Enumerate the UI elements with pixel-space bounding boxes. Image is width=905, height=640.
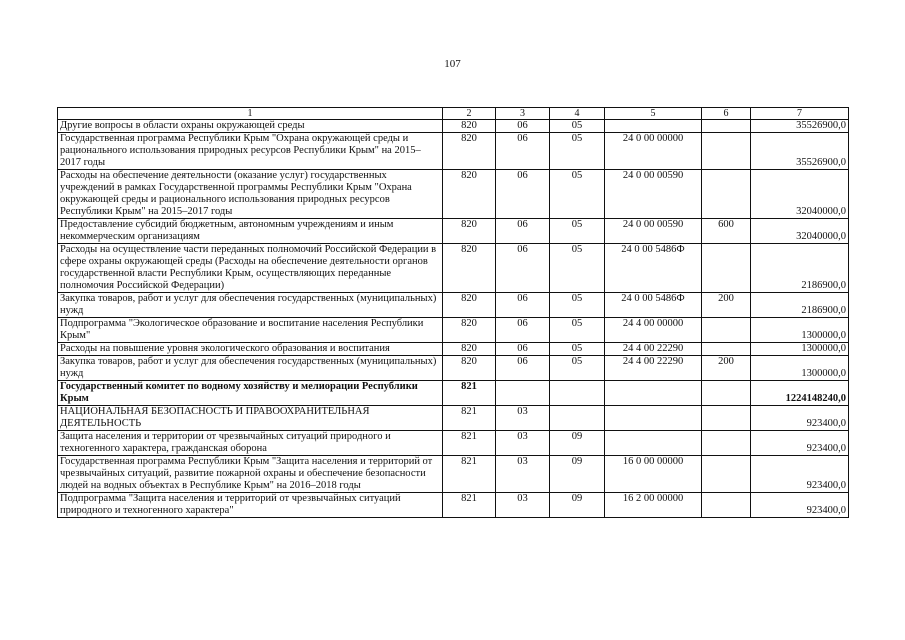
row-amount: 32040000,0	[751, 219, 849, 244]
row-ved-code: 820	[443, 219, 496, 244]
row-expense-type-code	[702, 170, 751, 219]
row-expense-type-code	[702, 133, 751, 170]
row-amount: 32040000,0	[751, 170, 849, 219]
row-ved-code: 821	[443, 493, 496, 518]
row-subsection-code: 05	[550, 120, 605, 133]
row-expense-type-code	[702, 406, 751, 431]
row-section-code: 06	[496, 343, 550, 356]
row-subsection-code: 05	[550, 244, 605, 293]
row-expense-type-code	[702, 381, 751, 406]
row-target-article-code	[605, 406, 702, 431]
row-amount: 923400,0	[751, 431, 849, 456]
table-row	[58, 219, 849, 244]
row-expense-type-code	[702, 244, 751, 293]
row-amount: 2186900,0	[751, 244, 849, 293]
header-col-7: 7	[751, 108, 849, 120]
table-row	[58, 318, 849, 343]
row-ved-code: 820	[443, 244, 496, 293]
row-target-article-code: 16 0 00 00000	[605, 456, 702, 493]
table-row	[58, 244, 849, 293]
row-expense-type-code: 600	[702, 219, 751, 244]
row-section-code: 06	[496, 318, 550, 343]
row-amount: 1300000,0	[751, 343, 849, 356]
table-row	[58, 170, 849, 219]
row-ved-code: 821	[443, 381, 496, 406]
row-section-code: 03	[496, 456, 550, 493]
table-row	[58, 293, 849, 318]
row-amount: 923400,0	[751, 406, 849, 431]
table-row	[58, 456, 849, 493]
row-subsection-code: 09	[550, 456, 605, 493]
row-amount: 2186900,0	[751, 293, 849, 318]
row-target-article-code: 16 2 00 00000	[605, 493, 702, 518]
row-target-article-code: 24 4 00 22290	[605, 356, 702, 381]
row-ved-code: 820	[443, 356, 496, 381]
row-target-article-code	[605, 120, 702, 133]
row-expense-type-code	[702, 431, 751, 456]
row-section-code: 06	[496, 133, 550, 170]
row-target-article-code: 24 0 00 5486Ф	[605, 244, 702, 293]
row-target-article-code	[605, 381, 702, 406]
row-section-code: 06	[496, 293, 550, 318]
row-name: Государственная программа Республики Крым "Охрана окружающей среды и рационального использования природных ресурсов Республики Крым" на 2015–2017 годы	[58, 133, 443, 170]
row-name: Расходы на повышение уровня экологического образования и воспитания	[58, 343, 443, 356]
row-subsection-code: 05	[550, 293, 605, 318]
row-subsection-code: 05	[550, 219, 605, 244]
table-row	[58, 431, 849, 456]
row-name: НАЦИОНАЛЬНАЯ БЕЗОПАСНОСТЬ И ПРАВООХРАНИТЕЛЬНАЯ ДЕЯТЕЛЬНОСТЬ	[58, 406, 443, 431]
row-target-article-code: 24 0 00 5486Ф	[605, 293, 702, 318]
page-number: 107	[444, 58, 461, 70]
row-ved-code: 820	[443, 120, 496, 133]
row-section-code: 03	[496, 406, 550, 431]
table-row	[58, 406, 849, 431]
row-amount: 1224148240,0	[751, 381, 849, 406]
row-amount: 1300000,0	[751, 318, 849, 343]
row-section-code: 06	[496, 170, 550, 219]
row-ved-code: 820	[443, 170, 496, 219]
header-col-1: 1	[58, 108, 443, 120]
row-name: Закупка товаров, работ и услуг для обеспечения государственных (муниципальных) нужд	[58, 356, 443, 381]
row-expense-type-code: 200	[702, 293, 751, 318]
row-expense-type-code	[702, 343, 751, 356]
row-subsection-code: 05	[550, 318, 605, 343]
row-expense-type-code	[702, 456, 751, 493]
table-row	[58, 381, 849, 406]
row-name: Защита населения и территории от чрезвычайных ситуаций природного и техногенного характера, гражданская оборона	[58, 431, 443, 456]
row-section-code: 03	[496, 493, 550, 518]
row-target-article-code: 24 0 00 00590	[605, 219, 702, 244]
budget-table	[57, 107, 849, 518]
row-section-code: 06	[496, 356, 550, 381]
row-subsection-code: 05	[550, 133, 605, 170]
row-target-article-code	[605, 431, 702, 456]
row-target-article-code: 24 4 00 00000	[605, 318, 702, 343]
row-target-article-code: 24 0 00 00590	[605, 170, 702, 219]
row-amount: 923400,0	[751, 493, 849, 518]
header-col-6: 6	[702, 108, 751, 120]
row-amount: 35526900,0	[751, 133, 849, 170]
row-ved-code: 820	[443, 343, 496, 356]
header-col-3: 3	[496, 108, 550, 120]
row-subsection-code: 05	[550, 356, 605, 381]
row-section-code: 06	[496, 120, 550, 133]
row-subsection-code: 09	[550, 493, 605, 518]
row-name: Предоставление субсидий бюджетным, автономным учреждениям и иным некоммерческим организациям	[58, 219, 443, 244]
row-ved-code: 821	[443, 456, 496, 493]
row-name: Государственная программа Республики Крым "Защита населения и территорий от чрезвычайных ситуаций, развитие пожарной охраны и обеспечение безопасности людей на водных объектах в Республике Крым" на 2016–2018 годы	[58, 456, 443, 493]
table-row	[58, 356, 849, 381]
row-name: Закупка товаров, работ и услуг для обеспечения государственных (муниципальных) нужд	[58, 293, 443, 318]
row-target-article-code: 24 4 00 22290	[605, 343, 702, 356]
row-ved-code: 820	[443, 133, 496, 170]
row-subsection-code: 05	[550, 343, 605, 356]
row-section-code: 06	[496, 244, 550, 293]
row-subsection-code	[550, 406, 605, 431]
row-section-code: 06	[496, 219, 550, 244]
row-ved-code: 820	[443, 293, 496, 318]
row-expense-type-code	[702, 120, 751, 133]
row-amount: 1300000,0	[751, 356, 849, 381]
row-target-article-code: 24 0 00 00000	[605, 133, 702, 170]
row-ved-code: 821	[443, 431, 496, 456]
table-row	[58, 133, 849, 170]
row-name: Другие вопросы в области охраны окружающей среды	[58, 120, 443, 133]
table-row	[58, 120, 849, 133]
table-header-row	[58, 108, 849, 120]
table-row	[58, 343, 849, 356]
row-ved-code: 820	[443, 318, 496, 343]
row-name: Государственный комитет по водному хозяйству и мелиорации Республики Крым	[58, 381, 443, 406]
row-amount: 35526900,0	[751, 120, 849, 133]
table-body	[58, 120, 849, 518]
row-subsection-code: 05	[550, 170, 605, 219]
header-col-4: 4	[550, 108, 605, 120]
row-name: Расходы на осуществление части переданных полномочий Российской Федерации в сфере охраны окружающей среды (Расходы на обеспечение деятельности органов государственной власти Республики Крым, осуществляющих переданные полномочия Российской Федерации)	[58, 244, 443, 293]
row-section-code	[496, 381, 550, 406]
row-name: Подпрограмма "Защита населения и территорий от чрезвычайных ситуаций природного и техногенного характера"	[58, 493, 443, 518]
header-col-2: 2	[443, 108, 496, 120]
row-amount: 923400,0	[751, 456, 849, 493]
row-ved-code: 821	[443, 406, 496, 431]
row-expense-type-code	[702, 493, 751, 518]
row-section-code: 03	[496, 431, 550, 456]
header-col-5: 5	[605, 108, 702, 120]
row-subsection-code: 09	[550, 431, 605, 456]
row-expense-type-code	[702, 318, 751, 343]
row-subsection-code	[550, 381, 605, 406]
table-row	[58, 493, 849, 518]
row-name: Расходы на обеспечение деятельности (оказание услуг) государственных учреждений в рамках Государственной программы Республики Крым "Охрана окружающей среды и рационального использования природных ресурсов Республики Крым" на 2015–2017 годы	[58, 170, 443, 219]
row-name: Подпрограмма "Экологическое образование и воспитание населения Республики Крым"	[58, 318, 443, 343]
row-expense-type-code: 200	[702, 356, 751, 381]
